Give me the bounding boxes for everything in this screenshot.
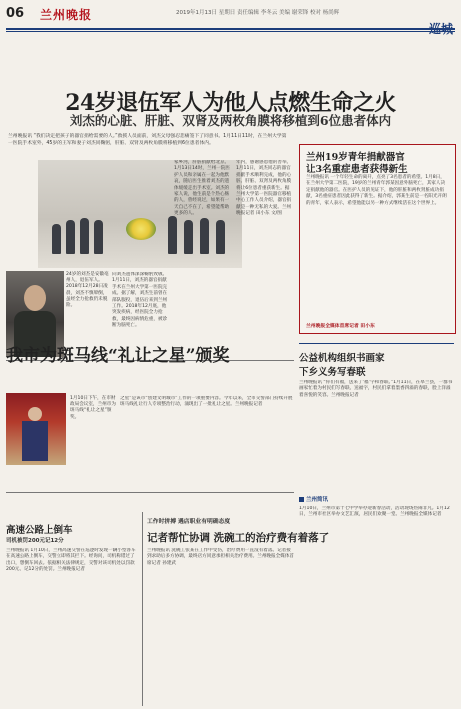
right-body: 兰州晚报讯 “你们有福，送来了‘福’字和春联。”1月11日，在皋兰县，一群书画家忙着为村民们写春联、送福字，村民们拿着墨香四溢的春联，脸上洋溢着喜悦的笑容。兰州晚报记者 bbox=[299, 380, 453, 398]
lead-paragraph: 兰州晚报讯 “我们决定把孩子的器官捐给需要的人。”救援人员面前，刘杰父母强忍悲痛签下了同意书。1月11日11时，在兰州大学第一医院手术室外，45岁的王军和妻子刘杰同鞠躬，肝脏、双肾及两枚角膜将移植到6位患者体内。 bbox=[8, 134, 287, 146]
page-number: 06 bbox=[6, 6, 25, 21]
award-body: 之星”是该市“创建文明城市”工作的一项重要内容。今年以来，全市交警部门持续开展斑马线礼让行人专项整治行动，涌现出了一批礼让之星。兰州晚报记者 bbox=[120, 396, 293, 408]
header-info: 2019年1月13日 星期日 责任编辑 李冬云 美编 谢荣锋 校对 杨尚辉 bbox=[176, 10, 340, 16]
lead-subheadline: 刘杰的心脏、肝脏、双肾及两枚角膜将移植到6位患者体内 bbox=[69, 113, 392, 128]
right-column-rule bbox=[299, 343, 454, 344]
mourner-figure bbox=[52, 224, 61, 254]
bus-headline: 高速公路上倒车 bbox=[6, 525, 73, 536]
sidebar-body: 兰州晚报讯 一个年轻生命的离开，点亮了3名患者的希望。1月8日，在兰州大学第二医院，19岁的兰州青年郭某因意外脑死亡，其家人决定捐献他的器官。在医护人员的见证下，他的肝脏和两枚肾脏成功捐献，3名重症患者因此获得了新生。据介绍，郭某生前是一名阳光开朗的青年，家人表示，希望他能以另一种方式继续活在这个世界上。 bbox=[306, 175, 447, 206]
sidebar-title-1: 兰州19岁青年捐献器官 bbox=[306, 152, 405, 163]
award-caption: 1月10日下午，在市财政局会议室，兰州市为斑马线“礼让之星”颁奖。 bbox=[70, 396, 116, 420]
sidebar-box bbox=[299, 144, 456, 334]
right-headline-2: 下乡义务写春联 bbox=[299, 367, 366, 378]
award-photo bbox=[6, 393, 66, 465]
meeting-headline: 记者帮忙协调 洗碗工的治疗费有着落了 bbox=[147, 532, 330, 544]
lead-headline: 24岁退伍军人为他人点燃生命之火 bbox=[65, 90, 396, 116]
portrait-caption: 24岁的刘杰是安徽亳州人，退伍军人。2018年12月28日凌晨，刘杰不慎晕倒，虽经全力抢救仍未脱险。 bbox=[66, 272, 109, 309]
lead-column-1: 向刘杰遗体深深鞠躬致敬。1月11日，刘杰的器官捐献手术在兰州大学第一医院完成。据了解，刘杰生前曾在部队服役，退伍后来到兰州工作。2018年12月底，他突发疾病，经医院全力抢救，最终因病情危重，被诊断为脑死亡。 bbox=[112, 272, 168, 329]
lead-column-3: 年内，感谢感恩他的善举。1月11日，刘杰同志的器官捐献手术顺利完成，他的心脏、肝脏、双肾及两枚角膜将让6位患者重获新生。据兰州大学第一医院器官移植中心工作人员介绍，器官捐献是一种无私的大爱。兰州晚报记者 田小东 文/图 bbox=[236, 160, 292, 217]
sidebar-title-2: 让3名重症患者获得新生 bbox=[306, 164, 408, 175]
right-headline-1: 公益机构组织书画家 bbox=[299, 353, 385, 364]
section-divider bbox=[6, 492, 294, 493]
meeting-kicker: 工作时拼搏 遇店职业有明确态度 bbox=[147, 519, 231, 525]
brief-bullet-icon bbox=[299, 497, 304, 502]
brief-label: 兰州简讯 bbox=[299, 495, 328, 503]
award-headline: 我市为斑马线“礼让之星”颁奖 bbox=[6, 346, 230, 366]
sidebar-byline: 兰州晚报全媒体首席记者 田小东 bbox=[306, 324, 375, 329]
mourner-figure bbox=[66, 220, 75, 254]
header-rule-thin bbox=[6, 31, 455, 32]
mourner-figure bbox=[94, 220, 103, 254]
paper-logo: 兰州晚报 bbox=[40, 8, 93, 22]
mourner-figure bbox=[80, 218, 89, 254]
bus-body: 兰州晚报讯 1月10日，兰州高速交警在巡逻时发现一辆小型客车在高速公路上倒车，交警立即将其拦下。经询问，司机称错过了出口，想倒车回去。依据相关法律规定，交警对该司机处以罚款200元、记12分的处罚。兰州晚报记者 bbox=[6, 548, 136, 573]
column-divider bbox=[142, 512, 143, 706]
header-rule bbox=[6, 28, 455, 30]
brief-body: 1月10日，兰州市第十七中学举办迎新春活动，活动现场热闹非凡。1月12日，兰州市社区举办文艺汇演，居民们欢聚一堂。兰州晚报全媒体记者 bbox=[299, 506, 450, 518]
page-header bbox=[6, 4, 455, 26]
meeting-body: 兰州晚报讯 洗碗工张某在工作中受伤，治疗费用一直没有着落。记者接到求助后多方协调，最终店方同意承担相关治疗费用。兰州晚报全媒体首席记者 孙建武 bbox=[147, 548, 295, 566]
lead-column-2: 家乡河，肝脏捐献给北京。1月13日14时，兰州一院医护人员和亲属在一起为他默哀，随后医生推着刘杰的遗体缓缓走出手术室。刘杰的家人说，他生前是个热心肠的人，曾经说过，如果有一天自己不在了，希望能帮助更多的人。 bbox=[174, 160, 230, 217]
bus-subheadline: 司机被罚200元记12分 bbox=[6, 538, 64, 544]
flower-wreath bbox=[126, 218, 156, 240]
